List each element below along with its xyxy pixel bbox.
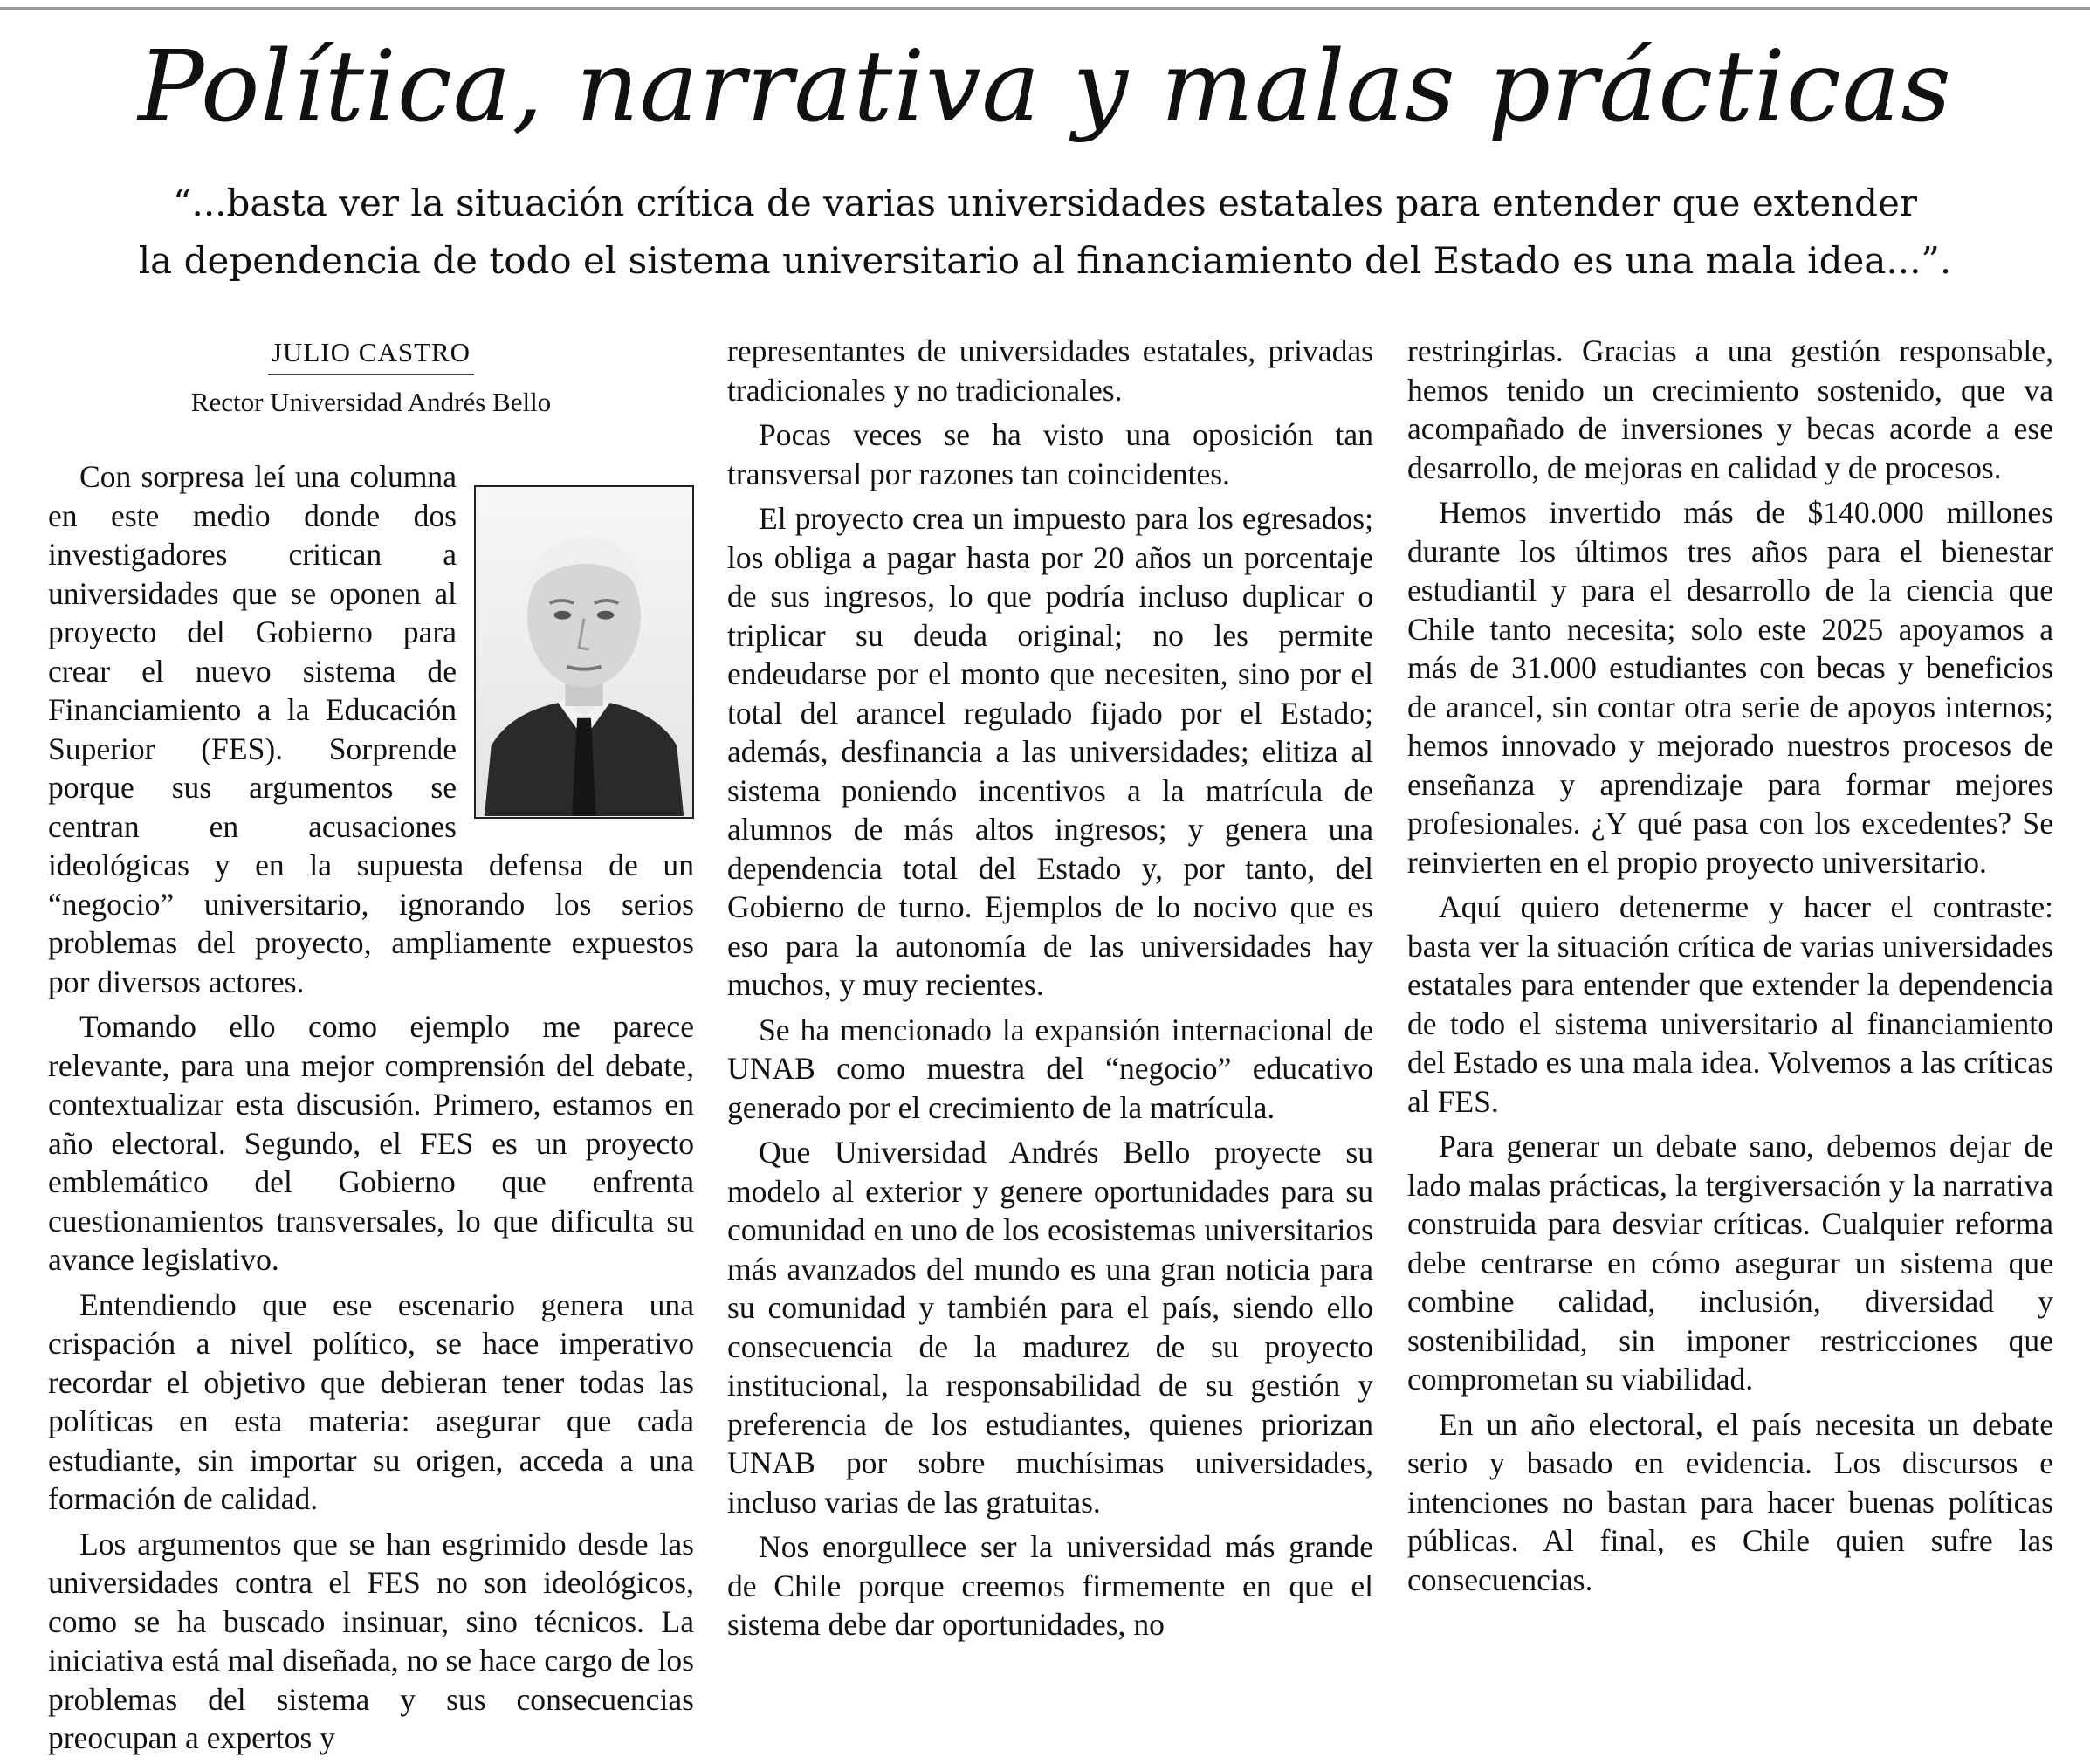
- paragraph: Se ha mencionado la expansión internacional de UNAB como muestra del “negocio” educativo generado por el crecimiento de la matrícula.: [727, 1012, 1373, 1125]
- paragraph: restringirlas. Gracias a una gestión responsable, hemos tenido un crecimiento sostenido, que va acompañado de inversiones y becas acorde a ese desarrollo, de mejoras en calidad y de procesos.: [1407, 333, 2053, 485]
- pull-quote-line: la dependencia de todo el sistema universitario al financiamiento del Estado es una mala idea...”.: [138, 239, 1952, 282]
- author-portrait-icon: [476, 487, 692, 817]
- pull-quote-line: “...basta ver la situación crítica de varias universidades estatales para entender que extender: [173, 182, 1917, 224]
- column-1: [48, 332, 694, 1764]
- author-role: Rector Universidad Andrés Bello: [190, 387, 552, 417]
- author-photo: [474, 485, 694, 819]
- paragraph: Entendiendo que ese escenario genera una crispación a nivel político, se hace imperativo recordar el objetivo que debieran tener todas las políticas en esta materia: asegurar que cada estudiante, sin importar su origen, acceda a una formación de calidad.: [48, 1287, 694, 1516]
- paragraph: Para generar un debate sano, debemos dejar de lado malas prácticas, la tergiversación y la narrativa construida para desviar críticas. Cualquier reforma debe centrarse en cómo asegurar un sistema que combine calidad, inclusión, diversidad y sostenibilidad, sin imponer restricciones que comprometan su viabilidad.: [1407, 1129, 2053, 1397]
- column-2: [727, 332, 1373, 1651]
- paragraph: Aquí quiero detenerme y hacer el contraste: basta ver la situación crítica de varias universidades estatales para entender que extender la dependencia de todo el sistema universitario al financiamiento del Estado es una mala idea. Volvemos a las críticas al FES.: [1407, 889, 2053, 1119]
- paragraph: representantes de universidades estatales, privadas tradicionales y no tradicionales.: [727, 333, 1373, 408]
- paragraph: Los argumentos que se han esgrimido desde las universidades contra el FES no son ideológicos, como se ha buscado insinuar, sino técnicos. La iniciativa está mal diseñada, no se hace cargo de los problemas del sistema y sus consecuencias preocupan a expertos y: [48, 1526, 694, 1755]
- pull-quote: [70, 175, 2020, 290]
- paragraph: Nos enorgullece ser la universidad más grande de Chile porque creemos firmemente en que el sistema debe dar oportunidades, no: [727, 1529, 1373, 1642]
- byline: [48, 332, 694, 422]
- paragraph: Pocas veces se ha visto una oposición tan transversal por razones tan coincidentes.: [727, 417, 1373, 491]
- paragraph: El proyecto crea un impuesto para los egresados; los obliga a pagar hasta por 20 años un porcentaje de sus ingresos, lo que podría incluso duplicar o triplicar su deuda original; no les permite endeudarse por el monto que necesiten, sino por el total del arancel regulado fijado por el Estado; además, desfinancia a las universidades; elitiza al sistema poniendo incentivos a la matrícula de alumnos de más altos ingresos; y genera una dependencia total del Estado y, por tanto, del Gobierno de turno. Ejemplos de lo nocivo que es eso para la autonomía de las universidades hay muchos, y muy recientes.: [727, 501, 1373, 1002]
- article-title: Política, narrativa y malas prácticas: [138, 31, 1952, 144]
- author-name: JULIO CASTRO: [268, 333, 474, 375]
- paragraph: Que Universidad Andrés Bello proyecte su modelo al exterior y genere oportunidades para su comunidad en uno de los ecosistemas universitarios más avanzados del mundo es una gran noticia para su comunidad y también para el país, siendo ello consecuencia de la madurez de su proyecto institucional, la responsabilidad de su gestión y preferencia de los estudiantes, quienes priorizan UNAB por sobre muchísimas universidades, incluso varias de las gratuitas.: [727, 1135, 1373, 1520]
- paragraph: En un año electoral, el país necesita un debate serio y basado en evidencia. Los discursos e intenciones no bastan para hacer buenas políticas públicas. Al final, es Chile quien sufre las consecuencias.: [1407, 1406, 2053, 1597]
- paragraph: Hemos invertido más de $140.000 millones durante los últimos tres años para el bienestar estudiantil y para el desarrollo de la ciencia que Chile tanto necesita; solo este 2025 apoyamos a más de 31.000 estudiantes con becas y beneficios de arancel, sin contar otra serie de apoyos internos; hemos innovado y mejorado nuestros procesos de enseñanza y aprendizaje para formar mejores profesionales. ¿Y qué pasa con los excedentes? Se reinvierten en el propio proyecto universitario.: [1407, 495, 2053, 880]
- top-rule: [0, 7, 2090, 10]
- paragraph: [48, 457, 694, 1001]
- paragraph: Tomando ello como ejemplo me parece relevante, para una mejor comprensión del debate, contextualizar esta discusión. Primero, estamos en año electoral. Segundo, el FES es un proyecto emblemático del Gobierno que enfrenta cuestionamientos transversales, lo que dificulta su avance legislativo.: [48, 1009, 694, 1277]
- column-3: [1407, 332, 2053, 1605]
- paragraph-text: Con sorpresa leí una columna en este medio donde dos investigadores critican a universidades que se oponen al proyecto del Gobierno para crear el nuevo sistema de Financiamiento a la Educación Superior (FES). Sorprende porque sus argumentos se centran en acusaciones ideológicas y en la supuesta defensa de un “negocio” universitario, ignorando los serios problemas del proyecto, ampliamente expuestos por diversos actores.: [48, 459, 694, 999]
